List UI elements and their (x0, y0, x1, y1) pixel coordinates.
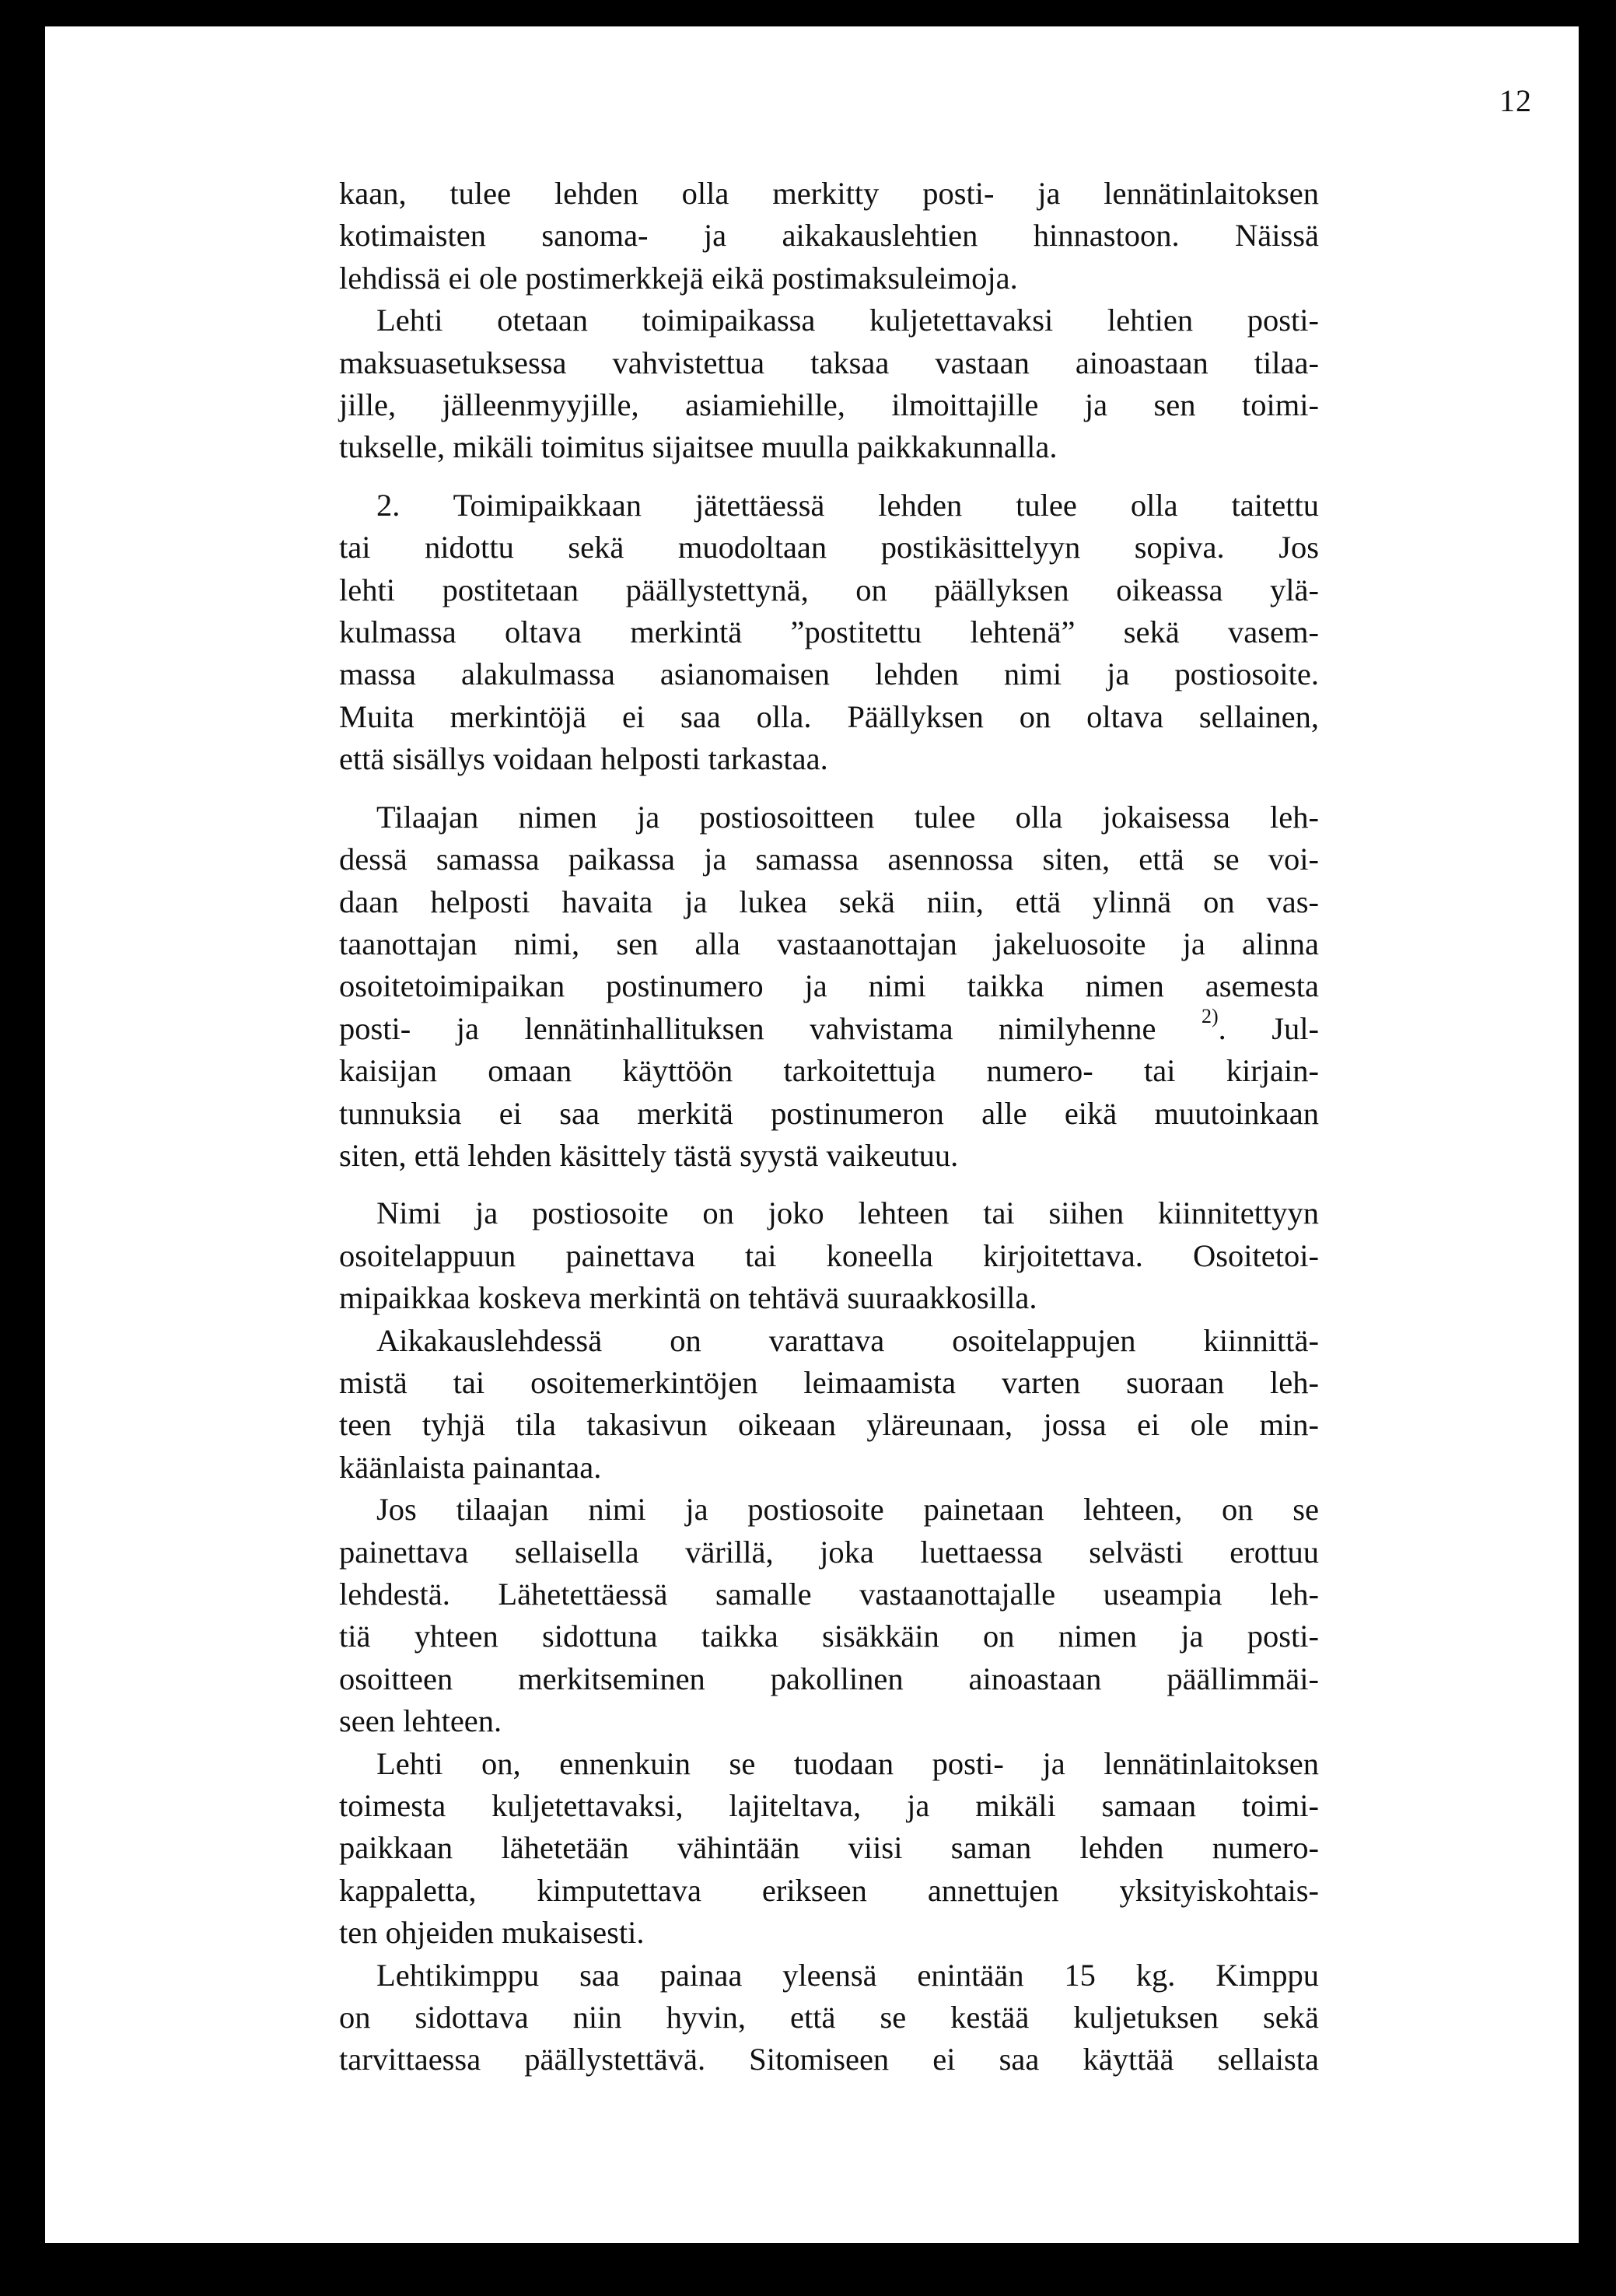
text-line: osoitetoimipaikan postinumero ja nimi taikka nimen asemesta (339, 968, 1319, 1004)
text-line: teen tyhjä tila takasivun oikeaan yläreunaan, jossa ei ole min- (339, 1407, 1319, 1443)
text-line-with-footnote (339, 1005, 1319, 1050)
text-line: kotimaisten sanoma- ja aikakauslehtien hinnastoon. Näissä (339, 218, 1319, 254)
text-line: kaisijan omaan käyttöön tarkoitettuja numero- tai kirjain- (339, 1053, 1319, 1089)
paragraph-1 (339, 173, 1319, 299)
text-line: käänlaista painantaa. (339, 1449, 602, 1485)
text-line: Lehti otetaan toimipaikassa kuljetettavaksi lehtien posti- (376, 303, 1319, 338)
text-line: dessä samassa paikassa ja samassa asennossa siten, että se voi- (339, 842, 1319, 877)
footnote-marker: 2) (1201, 1005, 1219, 1028)
text-line: massa alakulmassa asianomaisen lehden nimi ja postiosoite. (339, 656, 1319, 692)
text-line: kulmassa oltava merkintä ”postitettu lehtenä” sekä vasem- (339, 614, 1319, 650)
text-line: siten, että lehden käsittely tästä syystä vaikeutuu. (339, 1137, 959, 1173)
text-line: Lehti on, ennenkuin se tuodaan posti- ja lennätinlaitoksen (376, 1745, 1319, 1781)
text-line: että sisällys voidaan helposti tarkastaa. (339, 741, 828, 777)
text-line: taanottajan nimi, sen alla vastaanottajan jakeluosoite ja alinna (339, 926, 1319, 961)
body-text (339, 173, 1319, 2081)
text-line: Aikakauslehdessä on varattava osoitelappujen kiinnittä- (376, 1322, 1319, 1358)
page-number: 12 (1499, 83, 1532, 118)
text-line: Tilaajan nimen ja postiosoitteen tulee olla jokaisessa leh- (376, 799, 1319, 835)
document-page (45, 26, 1579, 2243)
text-line: daan helposti havaita ja lukea sekä niin, että ylinnä on vas- (339, 884, 1319, 919)
text-line: on sidottava niin hyvin, että se kestää kuljetuksen sekä (339, 2000, 1319, 2035)
text-line: ten ohjeiden mukaisesti. (339, 1915, 645, 1951)
text-line: tarvittaessa päällystettävä. Sitomiseen ei saa käyttää sellaista (339, 2042, 1319, 2077)
text-line: toimesta kuljetettavaksi, lajiteltava, ja mikäli samaan toimi- (339, 1788, 1319, 1824)
paragraph-6 (339, 1320, 1319, 1489)
text-line: kaan, tulee lehden olla merkitty posti- ja lennätinlaitoksen (339, 176, 1319, 211)
text-line: lehdissä ei ole postimerkkejä eikä postimaksuleimoja. (339, 260, 1018, 296)
text-segment: posti- ja lennätinhallituksen vahvistama nimilyhenne (339, 1010, 1156, 1046)
text-line: tukselle, mikäli toimitus sijaitsee muulla paikkakunnalla. (339, 429, 1058, 465)
paragraph-4 (339, 796, 1319, 1178)
text-line: Jos tilaajan nimi ja postiosoite painetaan lehteen, on se (376, 1492, 1319, 1528)
paragraph-7 (339, 1489, 1319, 1742)
text-line: 2. Toimipaikkaan jätettäessä lehden tulee olla taitettu (376, 487, 1319, 523)
paragraph-2 (339, 299, 1319, 469)
paragraph-5 (339, 1192, 1319, 1319)
text-line: Muita merkintöjä ei saa olla. Päällyksen on oltava sellainen, (339, 698, 1319, 734)
text-line: lehdestä. Lähetettäessä samalle vastaanottajalle useampia leh- (339, 1577, 1319, 1612)
text-line: paikkaan lähetetään vähintään viisi saman lehden numero- (339, 1830, 1319, 1866)
text-line: Lehtikimppu saa painaa yleensä enintään 15 kg. Kimppu (376, 1957, 1319, 1993)
text-line: tai nidottu sekä muodoltaan postikäsittelyyn sopiva. Jos (339, 530, 1319, 565)
paragraph-3 (339, 485, 1319, 781)
text-line: maksuasetuksessa vahvistettua taksaa vastaan ainoastaan tilaa- (339, 345, 1319, 380)
text-line: painettava sellaisella värillä, joka luettaessa selvästi erottuu (339, 1534, 1319, 1570)
text-line: mipaikkaa koskeva merkintä on tehtävä suuraakkosilla. (339, 1280, 1037, 1316)
text-line: tunnuksia ei saa merkitä postinumeron alle eikä muutoinkaan (339, 1095, 1319, 1131)
text-line: lehti postitetaan päällystettynä, on päällyksen oikeassa ylä- (339, 572, 1319, 607)
text-line: osoitteen merkitseminen pakollinen ainoastaan päällimmäi- (339, 1661, 1319, 1696)
text-line: seen lehteen. (339, 1703, 502, 1739)
text-line: jille, jälleenmyyjille, asiamiehille, ilmoittajille ja sen toimi- (339, 387, 1319, 423)
text-line: osoitelappuun painettava tai koneella kirjoitettava. Osoitetoi- (339, 1237, 1319, 1273)
paragraph-9 (339, 1955, 1319, 2081)
text-line: tiä yhteen sidottuna taikka sisäkkäin on nimen ja posti- (339, 1619, 1319, 1654)
text-segment: . Jul- (1218, 1010, 1319, 1046)
text-line: kappaletta, kimputettava erikseen annettujen yksityiskohtais- (339, 1872, 1319, 1908)
paragraph-8 (339, 1743, 1319, 1955)
text-line: mistä tai osoitemerkintöjen leimaamista varten suoraan leh- (339, 1364, 1319, 1400)
text-line: Nimi ja postiosoite on joko lehteen tai siihen kiinnitettyyn (376, 1195, 1319, 1231)
